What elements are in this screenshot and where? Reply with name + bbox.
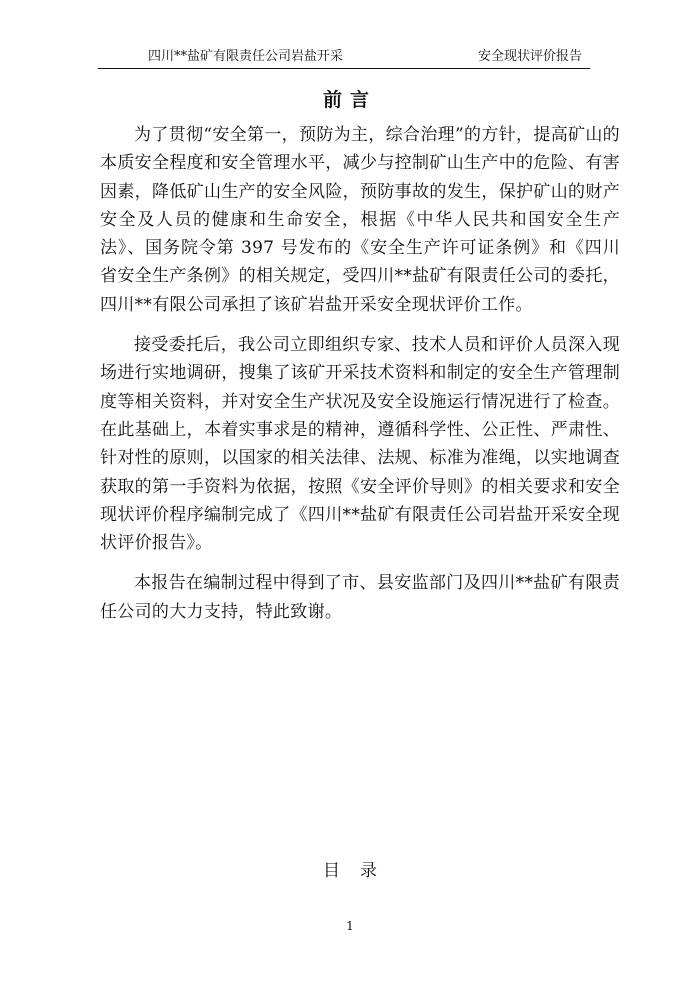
header-report-title: 安全现状评价报告 bbox=[477, 49, 582, 64]
page-header bbox=[98, 46, 590, 69]
preface-paragraph: 本报告在编制过程中得到了市、县安监部门及四川**盐矿有限责任公司的大力支持，特此致谢。 bbox=[100, 573, 620, 622]
preface-body bbox=[100, 121, 620, 638]
preface-paragraph: 接受委托后，我公司立即组织专家、技术人员和评价人员深入现场进行实地调研，搜集了该矿开采技术资料和制定的安全生产管理制度等相关资料，并对安全生产状况及安全设施运行情况进行了检查。在此基础上，本着实事求是的精神，遵循科学性、公正性、严肃性、针对性的原则，以国家的相关法律、法规、标准为准绳，以实地调查获取的第一手资料为依据，按照《安全评价导则》的相关要求和安全现状评价程序编制完成了《四川**盐矿有限责任公司岩盐开采安全现状评价报告》。 bbox=[100, 335, 620, 554]
page-title: 前言 bbox=[322, 89, 377, 111]
page-number: 1 bbox=[346, 919, 354, 933]
toc-heading: 目录 bbox=[323, 861, 397, 881]
preface-paragraph: 为了贯彻“安全第一，预防为主，综合治理”的方针，提高矿山的本质安全程度和安全管理水平，减少与控制矿山生产中的危险、有害因素，降低矿山生产的安全风险，预防事故的发生，保护矿山的财产安全及人员的健康和生命安全，根据《中华人民共和国安全生产法》、国务院令第 397 号发布的《安全生产许可证条例》和《四川省安全生产条例》的相关规定，受四川**盐矿有限责任公司的委托，四川**有限公司承担了该矿岩盐开采安全现状评价工作。 bbox=[100, 125, 620, 315]
header-company-name: 四川**盐矿有限责任公司岩盐开采 bbox=[148, 49, 344, 64]
